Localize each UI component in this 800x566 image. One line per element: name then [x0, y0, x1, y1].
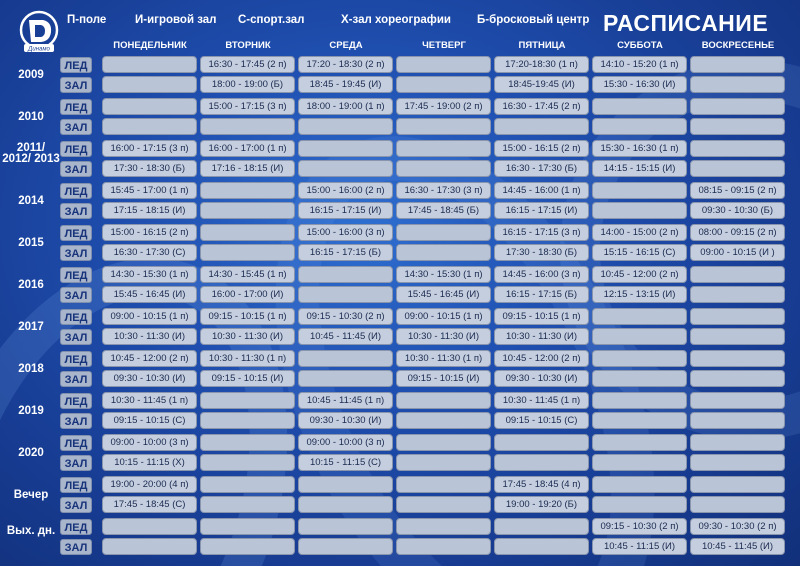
legend-choreography-hall: Х-зал хореографии [341, 14, 451, 26]
schedule-slot: 16:30 - 17:30 (С) [102, 244, 197, 261]
empty-slot [102, 538, 197, 555]
empty-slot [200, 518, 295, 535]
empty-slot [396, 160, 491, 177]
empty-slot [200, 496, 295, 513]
group-label: 2010 [18, 110, 44, 123]
empty-slot [396, 392, 491, 409]
row-type-label: ЛЕД [60, 477, 92, 493]
empty-slot [396, 538, 491, 555]
schedule-slot: 19:00 - 19:20 (Б) [494, 496, 589, 513]
schedule-slot: 14:45 - 16:00 (3 п) [494, 266, 589, 283]
empty-slot [200, 538, 295, 555]
empty-slot [298, 496, 393, 513]
schedule-slot: 09:00 - 10:15 (1 п) [396, 308, 491, 325]
schedule-slot: 17:20 - 18:30 (2 п) [298, 56, 393, 73]
schedule-slot: 14:10 - 15:20 (1 п) [592, 56, 687, 73]
schedule-slot: 18:00 - 19:00 (1 п) [298, 98, 393, 115]
schedule-slot: 15:45 - 16:45 (И) [396, 286, 491, 303]
row-type-label: ЗАЛ [60, 455, 92, 471]
row-type-label: ЛЕД [60, 141, 92, 157]
empty-slot [102, 56, 197, 73]
empty-slot [494, 118, 589, 135]
schedule-slot: 10:45 - 11:15 (И) [592, 538, 687, 555]
empty-slot [592, 412, 687, 429]
empty-slot [200, 202, 295, 219]
schedule-slot: 10:30 - 11:45 (1 п) [102, 392, 197, 409]
schedule-slot: 17:45 - 18:45 (С) [102, 496, 197, 513]
schedule-slot: 10:15 - 11:15 (С) [298, 454, 393, 471]
schedule-slot: 18:45 - 19:45 (И) [298, 76, 393, 93]
row-type-label: ЛЕД [60, 183, 92, 199]
empty-slot [592, 454, 687, 471]
row-type-label: ЗАЛ [60, 203, 92, 219]
empty-slot [494, 538, 589, 555]
schedule-slot: 17:15 - 18:15 (И) [102, 202, 197, 219]
empty-slot [690, 308, 785, 325]
schedule-slot: 17:20-18:30 (1 п) [494, 56, 589, 73]
empty-slot [298, 350, 393, 367]
schedule-slot: 16:15 - 17:15 (3 п) [494, 224, 589, 241]
empty-slot [396, 76, 491, 93]
schedule-slot: 09:15 - 10:30 (2 п) [298, 308, 393, 325]
empty-slot [592, 392, 687, 409]
schedule-slot: 16:30 - 17:30 (Б) [494, 160, 589, 177]
day-header: ЧЕТВЕРГ [422, 40, 466, 51]
logo-text: Динамо [28, 46, 50, 53]
empty-slot [690, 98, 785, 115]
schedule-slot: 09:15 - 10:15 (С) [102, 412, 197, 429]
schedule-slot: 10:45 - 11:45 (1 п) [298, 392, 393, 409]
schedule-slot: 15:15 - 16:15 (С) [592, 244, 687, 261]
empty-slot [396, 56, 491, 73]
row-type-label: ЗАЛ [60, 539, 92, 555]
schedule-slot: 15:30 - 16:30 (И) [592, 76, 687, 93]
empty-slot [690, 434, 785, 451]
schedule-slot: 16:00 - 17:15 (3 п) [102, 140, 197, 157]
row-type-label: ЛЕД [60, 519, 92, 535]
empty-slot [690, 118, 785, 135]
row-type-label: ЛЕД [60, 393, 92, 409]
schedule-slot: 09:00 - 10:00 (3 п) [102, 434, 197, 451]
empty-slot [592, 308, 687, 325]
schedule-slot: 14:45 - 16:00 (1 п) [494, 182, 589, 199]
empty-slot [298, 118, 393, 135]
empty-slot [396, 244, 491, 261]
schedule-slot: 10:45 - 12:00 (2 п) [592, 266, 687, 283]
schedule-slot: 10:45 - 11:45 (И) [690, 538, 785, 555]
empty-slot [102, 518, 197, 535]
schedule-slot: 09:15 - 10:15 (1 п) [200, 308, 295, 325]
schedule-slot: 15:30 - 16:30 (1 п) [592, 140, 687, 157]
row-type-label: ЛЕД [60, 435, 92, 451]
schedule-slot: 09:30 - 10:30 (Б) [690, 202, 785, 219]
schedule-slot: 14:30 - 15:45 (1 п) [200, 266, 295, 283]
row-type-label: ЗАЛ [60, 371, 92, 387]
schedule-slot: 17:30 - 18:30 (Б) [494, 244, 589, 261]
schedule-slot: 16:15 - 17:15 (И) [494, 202, 589, 219]
schedule-slot: 17:45 - 18:45 (Б) [396, 202, 491, 219]
group-label: 2018 [18, 362, 44, 375]
schedule-slot: 16:00 - 17:00 (1 п) [200, 140, 295, 157]
legend-sport-hall: С-спорт.зал [238, 14, 305, 26]
empty-slot [200, 454, 295, 471]
empty-slot [298, 140, 393, 157]
legend-game-hall: И-игровой зал [135, 14, 217, 26]
empty-slot [200, 182, 295, 199]
row-type-label: ЗАЛ [60, 119, 92, 135]
empty-slot [690, 370, 785, 387]
empty-slot [298, 538, 393, 555]
empty-slot [396, 496, 491, 513]
row-type-label: ЗАЛ [60, 287, 92, 303]
empty-slot [396, 454, 491, 471]
empty-slot [494, 434, 589, 451]
day-header: ВОСКРЕСЕНЬЕ [701, 40, 775, 51]
schedule-slot: 08:00 - 09:15 (2 п) [690, 224, 785, 241]
schedule-slot: 15:00 - 16:00 (3 п) [298, 224, 393, 241]
empty-slot [200, 476, 295, 493]
empty-slot [298, 266, 393, 283]
schedule-slot: 17:16 - 18:15 (И) [200, 160, 295, 177]
empty-slot [396, 412, 491, 429]
row-type-label: ЛЕД [60, 351, 92, 367]
schedule-slot: 09:15 - 10:15 (1 п) [494, 308, 589, 325]
schedule-slot: 16:15 - 17:15 (Б) [298, 244, 393, 261]
dinamo-logo [16, 8, 62, 54]
schedule-slot: 09:30 - 10:30 (И) [102, 370, 197, 387]
schedule-slot: 10:30 - 11:30 (И) [396, 328, 491, 345]
empty-slot [396, 224, 491, 241]
schedule-slot: 15:00 - 16:15 (2 п) [494, 140, 589, 157]
empty-slot [690, 476, 785, 493]
schedule-slot: 16:00 - 17:00 (И) [200, 286, 295, 303]
empty-slot [298, 476, 393, 493]
schedule-slot: 16:15 - 17:15 (Б) [494, 286, 589, 303]
empty-slot [690, 496, 785, 513]
empty-slot [396, 518, 491, 535]
schedule-slot: 09:15 - 10:15 (И) [200, 370, 295, 387]
empty-slot [494, 518, 589, 535]
schedule-slot: 10:45 - 11:45 (И) [298, 328, 393, 345]
schedule-slot: 09:00 - 10:15 (И ) [690, 244, 785, 261]
empty-slot [592, 496, 687, 513]
row-type-label: ЗАЛ [60, 245, 92, 261]
empty-slot [200, 434, 295, 451]
group-label: 2015 [18, 236, 44, 249]
empty-slot [396, 140, 491, 157]
schedule-slot: 10:30 - 11:30 (И) [494, 328, 589, 345]
schedule-slot: 10:30 - 11:30 (1 п) [200, 350, 295, 367]
schedule-slot: 17:30 - 18:30 (Б) [102, 160, 197, 177]
schedule-slot: 17:45 - 19:00 (2 п) [396, 98, 491, 115]
empty-slot [592, 370, 687, 387]
empty-slot [592, 328, 687, 345]
row-type-label: ЛЕД [60, 309, 92, 325]
empty-slot [592, 182, 687, 199]
schedule-slot: 17:45 - 18:45 (4 п) [494, 476, 589, 493]
empty-slot [200, 412, 295, 429]
schedule-slot: 18:45-19:45 (И) [494, 76, 589, 93]
empty-slot [592, 476, 687, 493]
schedule-slot: 15:00 - 16:15 (2 п) [102, 224, 197, 241]
schedule-slot: 09:30 - 10:30 (И) [494, 370, 589, 387]
empty-slot [690, 392, 785, 409]
schedule-slot: 10:30 - 11:30 (И) [200, 328, 295, 345]
schedule-slot: 09:30 - 10:30 (И) [298, 412, 393, 429]
empty-slot [298, 286, 393, 303]
empty-slot [102, 98, 197, 115]
group-label: Вых. дн. [6, 525, 56, 537]
empty-slot [592, 434, 687, 451]
empty-slot [102, 76, 197, 93]
empty-slot [200, 244, 295, 261]
row-type-label: ЗАЛ [60, 77, 92, 93]
empty-slot [298, 160, 393, 177]
schedule-slot: 12:15 - 13:15 (И) [592, 286, 687, 303]
empty-slot [200, 224, 295, 241]
day-header: ПОНЕДЕЛЬНИК [113, 40, 187, 51]
empty-slot [690, 266, 785, 283]
schedule-slot: 10:30 - 11:45 (1 п) [494, 392, 589, 409]
schedule-slot: 09:15 - 10:15 (С) [494, 412, 589, 429]
schedule-slot: 10:45 - 12:00 (2 п) [494, 350, 589, 367]
empty-slot [592, 118, 687, 135]
empty-slot [690, 140, 785, 157]
day-header: СРЕДА [329, 40, 363, 51]
row-type-label: ЛЕД [60, 267, 92, 283]
schedule-slot: 19:00 - 20:00 (4 п) [102, 476, 197, 493]
schedule-slot: 14:30 - 15:30 (1 п) [102, 266, 197, 283]
empty-slot [592, 98, 687, 115]
empty-slot [200, 392, 295, 409]
empty-slot [690, 454, 785, 471]
schedule-slot: 14:30 - 15:30 (1 п) [396, 266, 491, 283]
page-title: РАСПИСАНИЕ [603, 10, 769, 36]
group-label: 2019 [18, 404, 44, 417]
group-label: 2020 [18, 446, 44, 459]
schedule-slot: 10:30 - 11:30 (И) [102, 328, 197, 345]
empty-slot [690, 328, 785, 345]
schedule-slot: 08:15 - 09:15 (2 п) [690, 182, 785, 199]
schedule-slot: 16:30 - 17:45 (2 п) [494, 98, 589, 115]
day-header: ПЯТНИЦА [518, 40, 566, 51]
schedule-slot: 16:30 - 17:30 (3 п) [396, 182, 491, 199]
row-type-label: ЛЕД [60, 225, 92, 241]
day-header: ВТОРНИК [225, 40, 271, 51]
schedule-slot: 10:15 - 11:15 (Х) [102, 454, 197, 471]
schedule-slot: 09:00 - 10:00 (3 п) [298, 434, 393, 451]
group-label: 2009 [18, 68, 44, 81]
schedule-slot: 10:45 - 12:00 (2 п) [102, 350, 197, 367]
schedule-slot: 09:15 - 10:15 (И) [396, 370, 491, 387]
empty-slot [396, 434, 491, 451]
schedule-slot: 15:45 - 16:45 (И) [102, 286, 197, 303]
group-label: 2014 [18, 194, 44, 207]
group-label: 2011/ 2012/ 2013 [2, 141, 60, 165]
schedule-slot: 15:00 - 17:15 (3 п) [200, 98, 295, 115]
schedule-slot: 15:45 - 17:00 (1 п) [102, 182, 197, 199]
empty-slot [592, 350, 687, 367]
empty-slot [690, 76, 785, 93]
empty-slot [102, 118, 197, 135]
empty-slot [690, 56, 785, 73]
empty-slot [592, 202, 687, 219]
schedule-slot: 14:00 - 15:00 (2 п) [592, 224, 687, 241]
empty-slot [690, 286, 785, 303]
empty-slot [690, 160, 785, 177]
group-label: 2017 [18, 320, 44, 333]
empty-slot [298, 518, 393, 535]
schedule-slot: 16:30 - 17:45 (2 п) [200, 56, 295, 73]
day-header: СУББОТА [617, 40, 663, 51]
group-label: 2016 [18, 278, 44, 291]
schedule-slot: 10:30 - 11:30 (1 п) [396, 350, 491, 367]
empty-slot [396, 118, 491, 135]
empty-slot [494, 454, 589, 471]
empty-slot [690, 350, 785, 367]
schedule-slot: 09:15 - 10:30 (2 п) [592, 518, 687, 535]
legend-throwing-center: Б-бросковый центр [477, 14, 590, 26]
row-type-label: ЗАЛ [60, 497, 92, 513]
row-type-label: ЗАЛ [60, 161, 92, 177]
schedule-slot: 18:00 - 19:00 (Б) [200, 76, 295, 93]
empty-slot [396, 476, 491, 493]
legend-field: П-поле [67, 14, 107, 26]
schedule-slot: 09:30 - 10:30 (2 п) [690, 518, 785, 535]
schedule-slot: 16:15 - 17:15 (И) [298, 202, 393, 219]
row-type-label: ЛЕД [60, 57, 92, 73]
schedule-slot: 15:00 - 16:00 (2 п) [298, 182, 393, 199]
empty-slot [690, 412, 785, 429]
group-label: Вечер [13, 488, 49, 501]
row-type-label: ЗАЛ [60, 413, 92, 429]
schedule-slot: 14:15 - 15:15 (И) [592, 160, 687, 177]
row-type-label: ЛЕД [60, 99, 92, 115]
schedule-slot: 09:00 - 10:15 (1 п) [102, 308, 197, 325]
empty-slot [200, 118, 295, 135]
row-type-label: ЗАЛ [60, 329, 92, 345]
empty-slot [298, 370, 393, 387]
